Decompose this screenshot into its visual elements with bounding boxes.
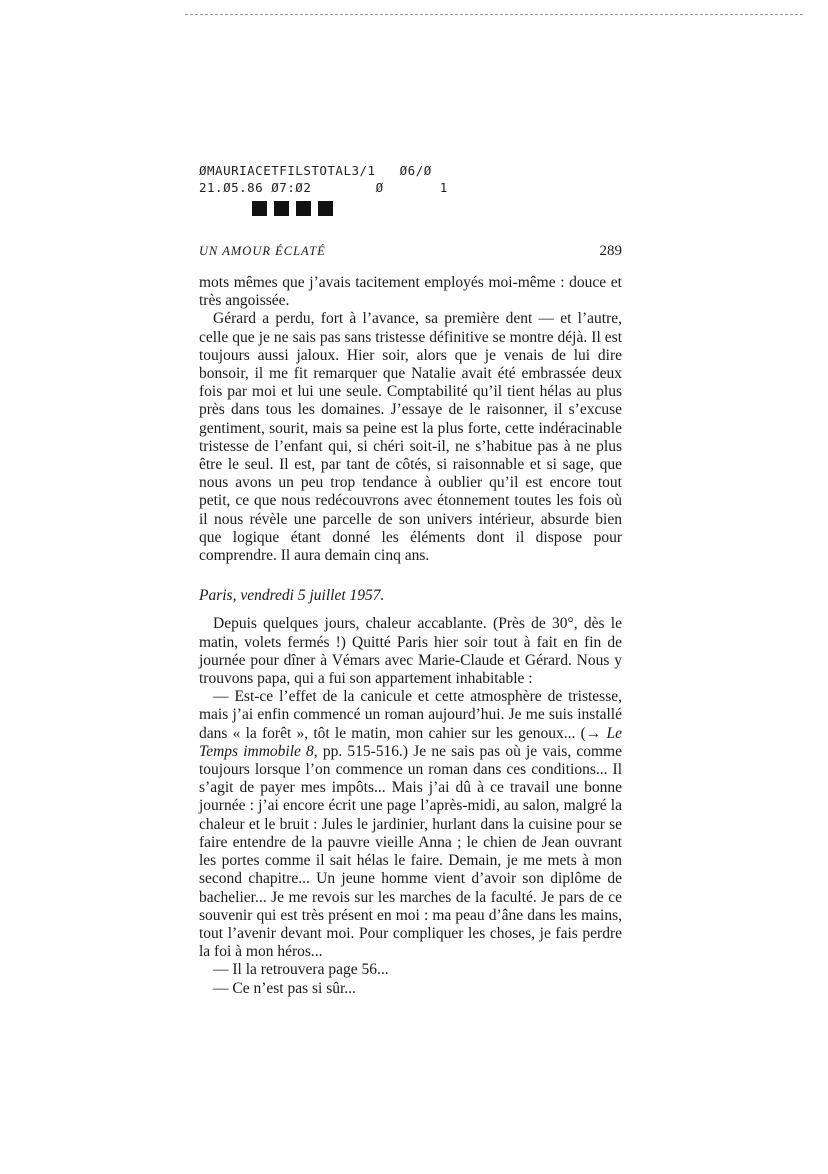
black-block (296, 201, 311, 216)
body-text (199, 274, 622, 998)
paragraph-text: — Est-ce l’effet de la canicule et cette atmosphère de tristesse, mais j’ai enfin commencé un roman aujourd’hui. Je me suis installé dans « la forêt », tôt le matin, mon cahier sur les genoux... (→ (199, 688, 622, 742)
running-title: UN AMOUR ÉCLATÉ (199, 244, 326, 258)
registration-blocks (252, 201, 333, 216)
paragraph: Depuis quelques jours, chaleur accablante. (Près de 30°, dès le matin, volets fermés !) Quitté Paris hier soir tout à fait en fin de journée pour dîner à Vémars avec Marie-Claude et Gérard. Nous y trouvons papa, qui a fui son appartement inhabitable : (199, 615, 622, 688)
book-reference: Le Temps immobile 8, (199, 724, 622, 760)
paragraph (199, 688, 622, 961)
typesetting-slug-line-2: 21.Ø5.86 Ø7:Ø2 Ø 1 (199, 180, 448, 195)
typesetting-slug-line-1: ØMAURIACETFILSTOTAL3/1 Ø6/Ø (199, 163, 432, 178)
scan-line (185, 14, 803, 15)
paragraph-text: pp. 515-516.) Je ne sais pas où je vais, comme toujours lorsque l’on commence un roman dans ces conditions... Il s’agit de payer mes impôts... Mais j’ai dû à ce travail une bonne journée : j’ai encore écrit une page l’après-midi, au salon, malgré la chaleur et le bruit : Jules le jardinier, hurlant dans la cuisine pour se faire entendre de la pauvre vieille Anna ; le chien de Jean ouvrant les portes comme il sait hélas le faire. Demain, je me mets à mon second chapitre... Un jeune homme vient d’avoir son diplôme de bachelier... Je me revois sur les marches de la faculté. Je pars de ce souvenir qui est très présent en moi : ma peau d’âne dans les mains, tout l’avenir devant moi. Pour compliquer les choses, je fais perdre la foi à mon héros... (199, 742, 622, 961)
dialogue-line: — Il la retrouvera page 56... (213, 961, 389, 979)
dialogue-line: — Ce n’est pas si sûr... (213, 979, 356, 997)
paragraph: mots mêmes que j’avais tacitement employés moi-même : douce et très angoissée. (199, 274, 622, 310)
page-number: 289 (599, 243, 622, 259)
running-header (199, 243, 622, 260)
paragraph: Gérard a perdu, fort à l’avance, sa première dent — et l’autre, celle que je ne sais pas sans tristesse définitive se montre déjà. Il est toujours aussi jaloux. Hier soir, alors que je venais de lui dire bonsoir, il me fit remarquer que Natalie avait été embrassée deux fois par moi et lui une seule. Comptabilité qu’il tient hélas au plus près dans tous les domaines. J’essaye de le raisonner, il s’excuse gentiment, sourit, mais sa peine est la plus forte, cette indéracinable tristesse de l’enfant qui, si chéri soit-il, ne s’habitue pas à ne plus être le seul. Il est, par tant de côtés, si raisonnable et si sage, que nous avons un peu trop tendance à oublier qu’il est encore tout petit, ce que nous redécouvrons avec étonnement toutes les fois où il nous révèle une parcelle de son univers intérieur, absurde bien que logique étant donné les éléments dont il dispose pour comprendre. Il aura demain cinq ans. (199, 310, 622, 565)
dateline: Paris, vendredi 5 juillet 1957. (199, 587, 385, 605)
black-block (274, 201, 289, 216)
black-block (252, 201, 267, 216)
black-block (318, 201, 333, 216)
